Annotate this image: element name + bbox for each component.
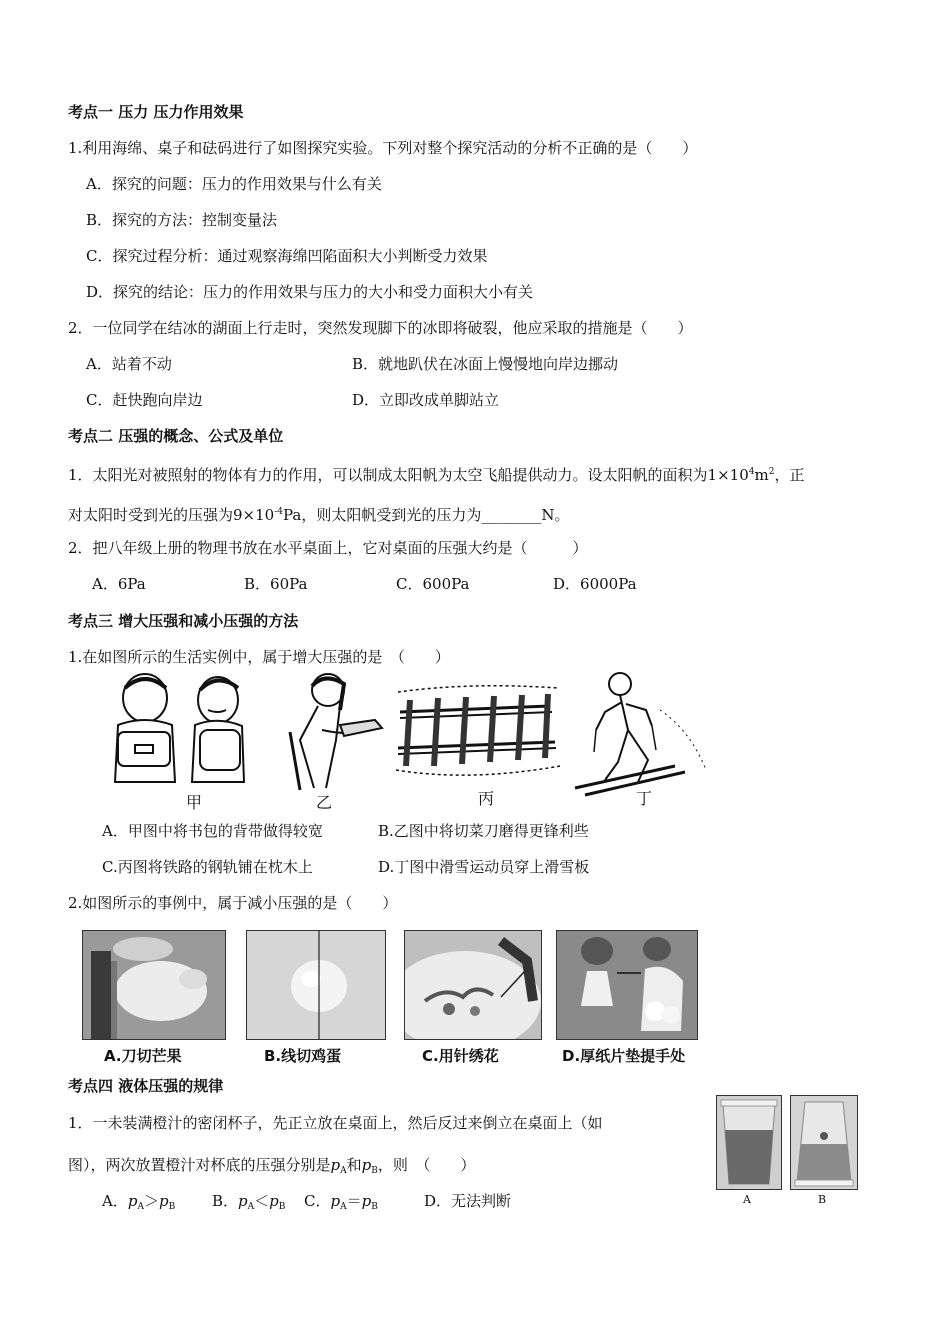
caption-cardboard-handle: D.厚纸片垫提手处 bbox=[562, 1047, 686, 1065]
s4-q1-option-b: B．$p_A<p_B$ bbox=[212, 1192, 286, 1212]
s1-q1-option-b: B．探究的方法：控制变量法 bbox=[86, 211, 278, 229]
label-yi: 乙 bbox=[316, 793, 333, 812]
s3-q1-option-a: A．甲图中将书包的背带做得较宽 bbox=[102, 822, 323, 840]
photo-cup-upright bbox=[716, 1095, 782, 1190]
section-4-title: 考点四 液体压强的规律 bbox=[68, 1077, 224, 1095]
s3-question-2: 2.如图所示的事例中，属于减小压强的是（ ） bbox=[68, 894, 398, 912]
s2-question-2: 2．把八年级上册的物理书放在水平桌面上，它对桌面的压强大约是（ ） bbox=[68, 539, 588, 557]
caption-needle-embroidery: C.用针绣花 bbox=[422, 1047, 499, 1065]
photo-cup-inverted bbox=[790, 1095, 858, 1190]
section-1-title: 考点一 压力 压力作用效果 bbox=[68, 103, 244, 121]
s3-q1-option-c: C.丙图将铁路的钢轨铺在枕木上 bbox=[102, 858, 313, 876]
figure-yi-knife bbox=[290, 674, 382, 790]
photo-needle-embroidery bbox=[404, 930, 542, 1040]
figure-jia-backpack bbox=[115, 674, 244, 782]
s1-q2-option-d: D．立即改成单脚站立 bbox=[352, 391, 500, 409]
figure-ding-skier bbox=[575, 673, 706, 795]
section-2-title: 考点二 压强的概念、公式及单位 bbox=[68, 427, 284, 445]
s1-question-1: 1.利用海绵、桌子和砝码进行了如图探究实验。下列对整个探究活动的分析不正确的是（ ） bbox=[68, 139, 698, 157]
s2-q2-option-b: B．60Pa bbox=[244, 575, 308, 593]
s1-question-2: 2．一位同学在结冰的湖面上行走时，突然发现脚下的冰即将破裂，他应采取的措施是（ ） bbox=[68, 319, 693, 337]
s1-q2-option-b: B．就地趴伏在冰面上慢慢地向岸边挪动 bbox=[352, 355, 619, 373]
photo-thread-egg bbox=[246, 930, 386, 1040]
s3-q1-option-d: D.丁图中滑雪运动员穿上滑雪板 bbox=[378, 858, 590, 876]
s4-question-1-line-1: 1．一未装满橙汁的密闭杯子，先正立放在桌面上，然后反过来倒立在桌面上（如 bbox=[68, 1114, 603, 1132]
label-jia: 甲 bbox=[186, 793, 203, 812]
s2-question-1-line-1: 1．太阳光对被照射的物体有力的作用，可以制成太阳帆为太空飞船提供动力。设太阳帆的面积为$1\times 10^4m^2$，正 bbox=[68, 466, 805, 484]
s3-question-1: 1.在如图所示的生活实例中，属于增大压强的是 （ ） bbox=[68, 648, 450, 666]
section-3-title: 考点三 增大压强和减小压强的方法 bbox=[68, 612, 299, 630]
cup-label-b: B bbox=[818, 1193, 827, 1206]
s1-q1-option-a: A．探究的问题：压力的作用效果与什么有关 bbox=[86, 175, 382, 193]
caption-thread-egg: B.线切鸡蛋 bbox=[264, 1047, 342, 1065]
s2-q2-option-d: D．6000Pa bbox=[553, 575, 637, 593]
s1-q2-option-a: A．站着不动 bbox=[86, 355, 172, 373]
figure-bing-railway bbox=[396, 686, 560, 775]
s1-q1-option-d: D．探究的结论：压力的作用效果与压力的大小和受力面积大小有关 bbox=[86, 283, 534, 301]
s2-q2-option-c: C．600Pa bbox=[396, 575, 470, 593]
s4-q1-option-c: C．$p_A=p_B$ bbox=[304, 1192, 378, 1212]
label-bing: 丙 bbox=[478, 789, 495, 808]
s1-q1-option-c: C．探究过程分析：通过观察海绵凹陷面积大小判断受力效果 bbox=[86, 247, 488, 265]
s4-q1-option-d: D．无法判断 bbox=[424, 1192, 512, 1210]
label-ding: 丁 bbox=[636, 789, 653, 808]
s3-q1-option-b: B.乙图中将切菜刀磨得更锋利些 bbox=[378, 822, 589, 840]
caption-knife-mango: A.刀切芒果 bbox=[104, 1047, 182, 1065]
s1-q2-option-c: C．赶快跑向岸边 bbox=[86, 391, 203, 409]
photo-knife-mango bbox=[82, 930, 226, 1040]
cup-label-a: A bbox=[743, 1193, 751, 1206]
s4-question-1-line-2: 图），两次放置橙汁对杯底的压强分别是$p_A$和$p_B$，则 （ ） bbox=[68, 1156, 476, 1176]
photo-cardboard-bag-handle bbox=[556, 930, 698, 1040]
s4-q1-option-a: A．$p_A>p_B$ bbox=[102, 1192, 176, 1212]
s2-question-1-line-2: 对太阳时受到光的压强为$9\times 10^{-4}Pa$，则太阳帆受到光的压力为________N。 bbox=[68, 506, 570, 524]
s2-q2-option-a: A．6Pa bbox=[92, 575, 146, 593]
